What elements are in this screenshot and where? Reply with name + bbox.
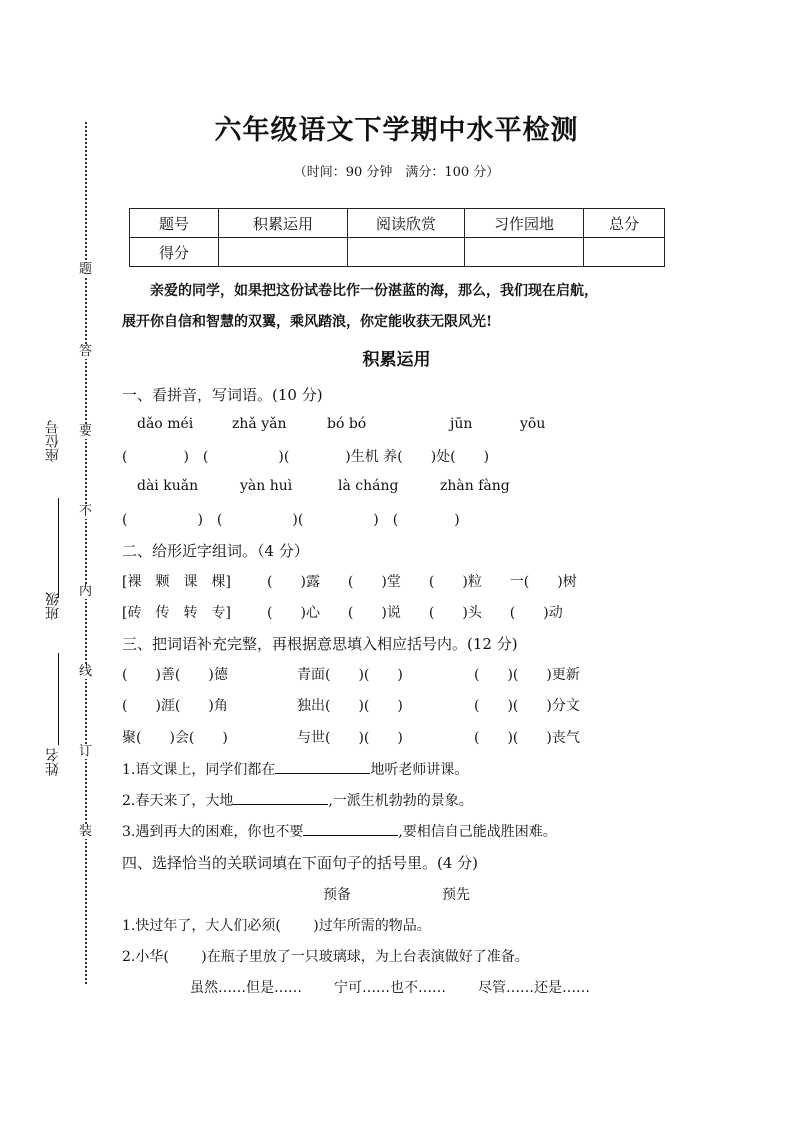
- char-group: [砖 传 转 专]: [122, 605, 231, 621]
- intro-line-1: 亲爱的同学，如果把这份试卷比作一份湛蓝的海，那么，我们现在启航，: [150, 283, 598, 299]
- margin-char: 不: [79, 504, 93, 519]
- pinyin: zhǎ yǎn: [232, 416, 287, 432]
- table-header: 积累运用: [219, 209, 348, 238]
- word: 生机: [350, 449, 379, 465]
- fill-sentence: 1.快过年了，大人们必须( )过年所需的物品。: [122, 918, 431, 934]
- pinyin: yōu: [520, 416, 546, 432]
- pinyin: zhàn fàng: [440, 478, 510, 494]
- fill-sentence: 2.春天来了，大地 ,一派生机勃勃的景象。: [122, 790, 473, 810]
- connective-option: 宁可……也不……: [334, 980, 446, 996]
- pinyin: yàn huì: [240, 478, 293, 494]
- score-cell[interactable]: [219, 238, 348, 267]
- name-label: 姓名: [45, 748, 61, 776]
- table-header: 题号: [130, 209, 219, 238]
- row-label: 得分: [130, 238, 219, 267]
- q4-heading: 四、选择恰当的关联词填在下面句子的括号里。(4 分): [122, 854, 479, 872]
- score-cell[interactable]: [465, 238, 584, 267]
- margin-char: 要: [79, 424, 93, 439]
- margin-char: 内: [79, 584, 93, 599]
- idiom-row: 独出( )( ): [297, 698, 403, 714]
- table-row: [130, 238, 665, 267]
- margin-char: 题: [79, 262, 93, 277]
- score-cell[interactable]: [584, 238, 665, 267]
- connective-option: 尽管……还是……: [478, 980, 590, 996]
- answer-blank[interactable]: [275, 759, 370, 774]
- idiom-row: ( )( )丧气: [474, 730, 580, 746]
- idiom-row: 聚( )会( ): [122, 730, 228, 746]
- q1-heading: 一、看拼音，写词语。(10 分): [122, 386, 323, 404]
- q3-heading: 三、把词语补充完整，再根据意思填入相应括号内。(12 分): [122, 635, 518, 653]
- intro-line-2: 展开你自信和智慧的双翼，乘风踏浪，你定能收获无限风光!: [122, 314, 493, 330]
- margin-char: 线: [79, 664, 93, 679]
- idiom-row: 青面( )( ): [297, 667, 403, 683]
- pinyin: bó bó: [327, 416, 367, 432]
- score-table: [129, 208, 665, 267]
- score-cell[interactable]: [348, 238, 465, 267]
- binding-dotted-line: [85, 122, 87, 984]
- idiom-row: ( )( )分文: [474, 698, 580, 714]
- margin-char: 答: [79, 344, 93, 359]
- table-header: 习作园地: [465, 209, 584, 238]
- pinyin: jūn: [450, 416, 473, 432]
- answer-row: ( ) ( )( ) ( ): [122, 512, 460, 528]
- answer-row: ( )心 ( )说 ( )头 ( )动: [267, 605, 563, 621]
- class-label: 班级: [45, 592, 61, 620]
- word-option: 预先: [442, 887, 470, 903]
- q2-heading: 二、给形近字组词。（4 分）: [122, 542, 309, 560]
- idiom-row: ( )涯( )角: [122, 698, 228, 714]
- seat-number-label: 座位号: [45, 420, 61, 462]
- idiom-row: ( )善( )德: [122, 667, 228, 683]
- answer-blank[interactable]: [303, 821, 398, 836]
- pinyin: là cháng: [338, 478, 399, 494]
- table-header: 阅读欣赏: [348, 209, 465, 238]
- pinyin: dǎo méi: [137, 416, 194, 432]
- fill-sentence: 3.遇到再大的困难，你也不要 ,要相信自己能战胜困难。: [122, 821, 557, 841]
- word-option: 预备: [323, 887, 351, 903]
- section-title: 积累运用: [362, 350, 431, 370]
- margin-char: 订: [79, 744, 93, 759]
- connective-option: 虽然……但是……: [190, 980, 302, 996]
- table-header: 总分: [584, 209, 665, 238]
- fill-sentence: 2.小华( )在瓶子里放了一只玻璃球，为上台表演做好了准备。: [122, 949, 529, 965]
- margin-char: 装: [79, 824, 93, 839]
- pinyin: dài kuǎn: [137, 478, 199, 494]
- answer-row: ( ) ( )( )生机 养( )处( ): [122, 449, 490, 465]
- idiom-row: 与世( )( ): [297, 730, 403, 746]
- table-header-row: [130, 209, 665, 238]
- name-write-line[interactable]: [58, 653, 59, 745]
- fill-sentence: 1.语文课上，同学们都在 地听老师讲课。: [122, 759, 468, 779]
- char-group: [裸 颗 课 棵]: [122, 574, 231, 590]
- class-write-line[interactable]: [58, 498, 59, 598]
- idiom-row: ( )( )更新: [474, 667, 580, 683]
- exam-info: （时间：90 分钟 满分：100 分）: [293, 165, 500, 180]
- answer-blank[interactable]: [233, 790, 328, 805]
- answer-row: ( )露 ( )堂 ( )粒 一( )树: [267, 574, 577, 590]
- page-title: 六年级语文下学期中水平检测: [214, 115, 579, 146]
